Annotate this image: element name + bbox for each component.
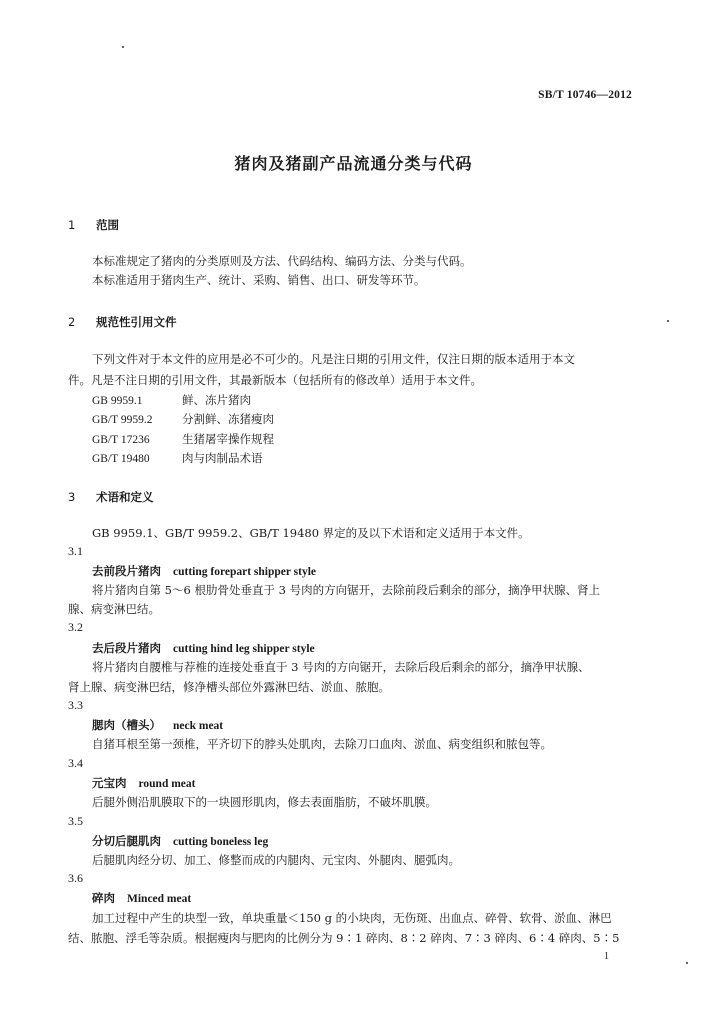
term-chinese: 元宝肉 [92,776,127,790]
term-heading [92,833,268,849]
section-2-intro-line-2: 件。凡是不注日期的引用文件，其最新版本（包括所有的修改单）适用于本文件。 [68,373,482,387]
section-3-heading [68,489,154,505]
term-chinese: 去后段片猪肉 [92,641,161,655]
term-chinese: 去前段片猪肉 [92,564,161,578]
term-english: cutting boneless leg [173,836,269,848]
term-definition-line: 将片猪肉自第 5～6 根肋骨处垂直于 3 号肉的方向锯开，去除前段后剩余的部分，摘净甲状腺、肾上 [92,583,601,597]
document-title: 猪肉及猪副产品流通分类与代码 [234,154,473,173]
clause-number: 3.2 [68,620,83,634]
section-1-paragraph-2: 本标准适用于猪肉生产、统计、采购、销售、出口、研发等环节。 [92,273,426,287]
clause-number: 3.3 [68,698,83,712]
term-definition-line: 加工过程中产生的块型一致，单块重量＜150 g 的小块肉，无伤斑、出血点、碎骨、软骨、淤血、淋巴 [92,911,612,925]
clause-number: 3.1 [68,544,83,558]
reference-item [92,392,251,408]
term-english: round meat [138,778,196,790]
reference-title: 分割鲜、冻猪瘦肉 [182,412,274,426]
term-heading [92,640,315,656]
term-chinese: 腮肉（槽头） [92,718,161,732]
scan-speck [686,962,688,964]
section-1-paragraph-1: 本标准规定了猪肉的分类原则及方法、代码结构、编码方法、分类与代码。 [92,254,472,268]
term-definition-line: 将片猪肉自腰椎与荐椎的连接处垂直于 3 号肉的方向锯开，去除后段后剩余的部分，摘净甲状腺、 [92,660,590,674]
section-3-intro: GB 9959.1、GB/T 9959.2、GB/T 19480 界定的及以下术语和定义适用于本文件。 [92,526,530,540]
reference-item [92,411,274,427]
term-heading [92,890,191,906]
term-chinese: 分切后腿肌肉 [92,834,161,848]
term-english: Minced meat [127,893,192,905]
reference-title: 鲜、冻片猪肉 [182,393,251,407]
term-definition-line: 后腿肌肉经分切、加工、修整而成的内腿肉、元宝肉、外腿肉、腿弧肉。 [92,853,460,867]
section-1-heading [68,217,119,233]
clause-number: 3.4 [68,756,83,770]
section-title: 术语和定义 [96,490,154,504]
reference-title: 生猪屠宰操作规程 [182,432,274,446]
section-number: 3 [68,490,76,504]
scan-speck [122,46,124,48]
clause-number: 3.5 [68,814,83,828]
page-number: 1 [604,951,609,962]
term-english: cutting forepart shipper style [173,566,316,578]
term-heading [92,717,223,733]
section-number: 2 [68,315,76,329]
standard-code: SB/T 10746—2012 [538,89,632,101]
term-definition-line: 结、脓胞、浮毛等杂质。根据瘦肉与肥肉的比例分为 9∶1 碎肉、8∶2 碎肉、7∶3 碎肉、6∶4 碎肉、5∶5 [68,931,620,945]
term-definition-line: 自猪耳根至第一颈椎，平齐切下的脖头处肌肉，去除刀口血肉、淤血、病变组织和脓包等。 [92,737,552,751]
reference-code: GB/T 17236 [92,434,150,446]
reference-code: GB/T 9959.2 [92,414,153,426]
section-number: 1 [68,218,76,232]
reference-code: GB 9959.1 [92,395,143,407]
scan-speck [667,320,669,322]
term-heading [92,563,316,579]
term-chinese: 碎肉 [92,891,115,905]
section-title: 规范性引用文件 [96,315,177,329]
reference-title: 肉与肉制品术语 [182,451,263,465]
term-definition-line: 腺、病变淋巴结。 [68,602,160,616]
section-2-intro-line-1: 下列文件对于本文件的应用是必不可少的。凡是注日期的引用文件，仅注日期的版本适用于本文 [92,352,575,366]
term-english: cutting hind leg shipper style [173,643,315,655]
term-definition-line: 肾上腺、病变淋巴结，修净槽头部位外露淋巴结、淤血、脓胞。 [68,680,390,694]
section-title: 范围 [96,218,119,232]
term-heading [92,775,195,791]
term-definition-line: 后腿外侧沿肌膜取下的一块圆形肌肉，修去表面脂肪，不破坏肌膜。 [92,795,437,809]
clause-number: 3.6 [68,871,83,885]
reference-code: GB/T 19480 [92,453,150,465]
reference-item [92,450,263,466]
section-2-heading [68,314,177,330]
reference-item [92,431,274,447]
term-english: neck meat [173,720,224,732]
